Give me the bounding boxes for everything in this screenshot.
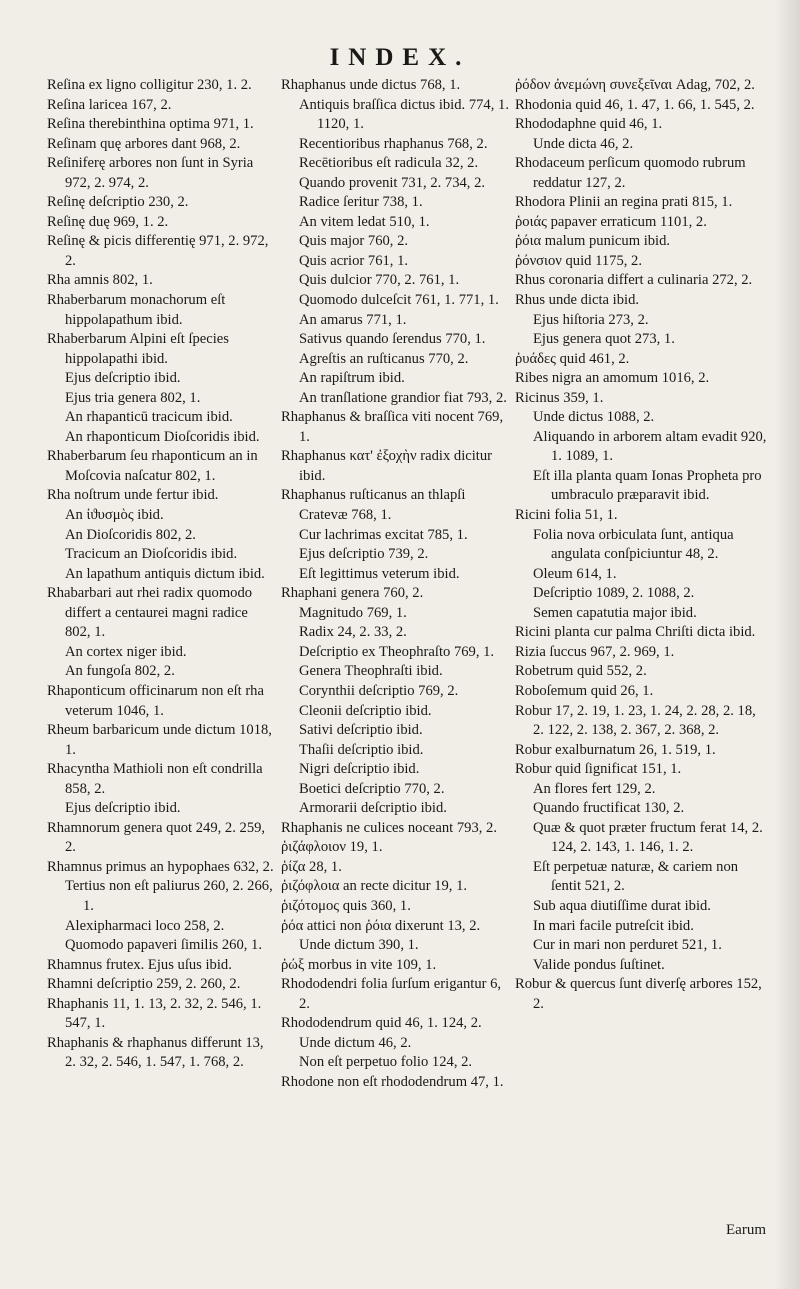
index-entry: Cur lachrimas excitat 785, 1. (299, 526, 468, 543)
index-entry: Rhaberbarum Alpini eſt ſpecies hippolapathi ibid. (47, 331, 229, 367)
index-entry: Unde dicta 46, 2. (533, 135, 634, 152)
index-entry: Rhamnorum genera quot 249, 2. 259, 2. (47, 819, 266, 856)
catchword: Earum (726, 1222, 766, 1238)
index-entry: An cortex niger ibid. (65, 643, 187, 660)
index-entry: Rhaphanus ruſticanus an thlapſi Cratevæ 768, 1. (281, 487, 466, 524)
index-entry: Sub aqua diutiſſime durat ibid. (533, 897, 711, 914)
index-entry: Rhaphanus & braſſica viti nocent 769, 1. (281, 409, 504, 445)
index-entry: Agreſtis an ruſticanus 770, 2. (299, 350, 469, 367)
index-entry: Cur in mari non perduret 521, 1. (533, 937, 722, 954)
index-entry: Antiquis braſſica dictus ibid. 774, 1. 1120, 1. (299, 96, 509, 133)
index-entry: Rhaberbarum ſeu rhaponticum an in Moſcovia naſcatur 802, 1. (47, 448, 258, 484)
index-entry: ῥίζα 28, 1. (281, 858, 342, 875)
index-entry: Unde dictus 1088, 2. (533, 409, 655, 426)
index-entry: Ejus deſcriptio ibid. (65, 370, 181, 387)
index-entry: Quando provenit 731, 2. 734, 2. (299, 174, 486, 191)
index-columns (47, 76, 767, 1256)
index-entry: ῥόια malum punicum ibid. (515, 233, 671, 250)
index-entry: Corynthii deſcriptio 769, 2. (299, 682, 459, 699)
index-entry: Rhododendrum quid 46, 1. 124, 2. (281, 1015, 482, 1032)
index-entry: Robetrum quid 552, 2. (515, 663, 647, 680)
index-entry: Recentioribus rhaphanus 768, 2. (299, 135, 488, 152)
index-entry: Boetici deſcriptio 770, 2. (299, 780, 445, 797)
index-entry: ῥιζάφλοιον 19, 1. (281, 839, 383, 856)
index-entry: Reſina laricea 167, 2. (47, 96, 172, 113)
index-entry: ῥιζόφλοια an recte dicitur 19, 1. (281, 878, 468, 895)
index-entry: Reſiniferę arbores non ſunt in Syria 972, 2. 974, 2. (47, 155, 254, 191)
index-entry: Reſinę duę 969, 1. 2. (47, 213, 169, 230)
index-entry: Reſina therebinthina optima 971, 1. (47, 116, 254, 133)
index-entry: Radice ſeritur 738, 1. (299, 194, 423, 211)
index-entry: Rizia ſuccus 967, 2. 969, 1. (515, 643, 675, 660)
index-entry: ῥόνσιον quid 1175, 2. (515, 252, 642, 269)
index-entry: An flores fert 129, 2. (533, 780, 656, 797)
index-entry: Rhodora Plinii an regina prati 815, 1. (515, 194, 733, 211)
index-entry: Unde dictum 390, 1. (299, 937, 419, 954)
index-entry: Rhaphanus unde dictus 768, 1. (281, 77, 461, 93)
index-entry: Unde dictum 46, 2. (299, 1034, 412, 1051)
index-entry: Nigri deſcriptio ibid. (299, 761, 420, 778)
index-entry: Non eſt perpetuo folio 124, 2. (299, 1054, 473, 1071)
index-entry: ῥόα attici non ῥόια dixerunt 13, 2. (281, 917, 481, 934)
index-entry: Rhaponticum officinarum non eſt rha veterum 1046, 1. (47, 682, 264, 719)
index-column-3 (515, 76, 767, 1256)
index-entry: Rhus coronaria differt a culinaria 272, 2. (515, 272, 753, 289)
index-entry: Ejus genera quot 273, 1. (533, 331, 675, 348)
index-entry: Roboſemum quid 26, 1. (515, 682, 654, 699)
index-entry: Reſinam quę arbores dant 968, 2. (47, 135, 241, 152)
index-entry: Robur quid ſignificat 151, 1. (515, 761, 682, 778)
index-entry: Eſt legittimus veterum ibid. (299, 565, 460, 582)
index-entry: Aliquando in arborem altam evadit 920, 1. 1089, 1. (533, 428, 767, 465)
index-column-1 (47, 76, 275, 1256)
index-entry: Robur exalburnatum 26, 1. 519, 1. (515, 741, 716, 758)
index-entry: Rhododaphne quid 46, 1. (515, 116, 663, 133)
index-entry: An Dioſcoridis 802, 2. (65, 526, 196, 543)
index-entry: Quæ & quot præter fructum ferat 14, 2. 124, 2. 143, 1. 146, 1. 2. (533, 819, 763, 856)
index-entry: Folia nova orbiculata ſunt, antiqua angulata conſpiciuntur 48, 2. (533, 526, 734, 563)
index-entry: Ejus deſcriptio 739, 2. (299, 546, 429, 563)
index-entry: Rhaphanis 11, 1. 13, 2. 32, 2. 546, 1. 547, 1. (47, 995, 262, 1032)
index-entry: Recētioribus eſt radicula 32, 2. (299, 155, 479, 172)
index-entry: Radix 24, 2. 33, 2. (299, 624, 407, 641)
index-entry: Quomodo papaveri ſimilis 260, 1. (65, 937, 262, 954)
index-entry: Ribes nigra an amomum 1016, 2. (515, 370, 710, 387)
index-entry: Reſinę deſcriptio 230, 2. (47, 194, 189, 211)
index-entry: An amarus 771, 1. (299, 311, 407, 328)
index-entry: Rhaphanis ne culices noceant 793, 2. (281, 819, 498, 836)
index-entry: Semen capatutia major ibid. (533, 604, 697, 621)
index-entry: An lapathum antiquis dictum ibid. (65, 565, 265, 582)
index-entry: Rhabarbari aut rhei radix quomodo differt a centaurei magni radice 802, 1. (47, 585, 253, 641)
index-entry: An fungoſa 802, 2. (65, 663, 175, 680)
index-entry: Cleonii deſcriptio ibid. (299, 702, 432, 719)
index-entry: ῥοιάς papaver erraticum 1101, 2. (515, 213, 707, 230)
index-entry: Deſcriptio ex Theophraſto 769, 1. (299, 643, 495, 660)
index-entry: Rhacyntha Mathioli non eſt condrilla 858, 2. (47, 761, 263, 797)
index-entry: Sativus quando ſerendus 770, 1. (299, 331, 486, 348)
index-entry: ῥιζότομος quis 360, 1. (281, 897, 411, 914)
index-entry: Reſina ex ligno colligitur 230, 1. 2. (47, 77, 252, 93)
index-entry: Robur 17, 2. 19, 1. 23, 1. 24, 2. 28, 2. 18, 2. 122, 2. 138, 2. 367, 2. 368, 2. (515, 702, 756, 739)
index-entry: ῥυάδες quid 461, 2. (515, 350, 630, 367)
index-entry: Rhamni deſcriptio 259, 2. 260, 2. (47, 976, 241, 993)
index-entry: Quomodo dulceſcit 761, 1. 771, 1. (299, 292, 499, 309)
index-entry: Rhodonia quid 46, 1. 47, 1. 66, 1. 545, 2. (515, 96, 755, 113)
index-entry: Rheum barbaricum unde dictum 1018, 1. (47, 722, 272, 758)
index-entry: Genera Theophraſti ibid. (299, 663, 443, 680)
index-entry: Rhaberbarum monachorum eſt hippolapathum ibid. (47, 292, 226, 328)
index-entry: Quis acrior 761, 1. (299, 252, 409, 269)
index-entry: Rha amnis 802, 1. (47, 272, 153, 289)
index-entry: Eſt illa planta quam Ionas Propheta pro umbraculo præparavit ibid. (533, 467, 762, 504)
index-entry: An vitem ledat 510, 1. (299, 213, 430, 230)
index-entry: Rhamnus primus an hypophaes 632, 2. (47, 858, 274, 875)
index-entry: ῥώξ morbus in vite 109, 1. (281, 956, 437, 973)
index-entry: Thaſii deſcriptio ibid. (299, 741, 424, 758)
index-entry: Rhododendri folia ſurſum erigantur 6, 2. (281, 976, 502, 1012)
index-entry: Rhodone non eſt rhododendrum 47, 1. (281, 1073, 504, 1090)
index-entry: Quis major 760, 2. (299, 233, 409, 250)
index-entry: ῥόδον ἀνεμώνη συνεξεῖναι Adag, 702, 2. (515, 77, 755, 93)
index-entry: Reſinę & picis differentię 971, 2. 972, 2. (47, 233, 269, 269)
index-entry: Rhaphanis & rhaphanus differunt 13, 2. 32, 2. 546, 1. 547, 1. 768, 2. (47, 1034, 264, 1071)
index-entry: Oleum 614, 1. (533, 565, 617, 582)
index-entry: Rhaphanus κατ' ἐξοχὴν radix dicitur ibid. (281, 448, 492, 484)
index-entry: Magnitudo 769, 1. (299, 604, 407, 621)
index-entry: Rhus unde dicta ibid. (515, 292, 640, 309)
index-entry: Rhaphani genera 760, 2. (281, 585, 424, 602)
index-entry: Armorarii deſcriptio ibid. (299, 800, 447, 817)
index-entry: Alexipharmaci loco 258, 2. (65, 917, 225, 934)
index-entry: An ἰϑυσμὸς ibid. (65, 507, 164, 524)
index-entry: Ejus hiſtoria 273, 2. (533, 311, 649, 328)
index-entry: Ricini folia 51, 1. (515, 507, 618, 524)
index-entry: Deſcriptio 1089, 2. 1088, 2. (533, 585, 695, 602)
index-entry: Valide pondus ſuſtinet. (533, 956, 665, 973)
index-entry: An rhaponticum Dioſcoridis ibid. (65, 428, 260, 445)
index-entry: Eſt perpetuæ naturæ, & cariem non ſentit 521, 2. (533, 858, 739, 895)
index-entry: Ricini planta cur palma Chriſti dicta ibid. (515, 624, 756, 641)
index-entry: Ejus deſcriptio ibid. (65, 800, 181, 817)
page-title: INDEX. (329, 44, 471, 71)
index-entry: In mari facile putreſcit ibid. (533, 917, 694, 934)
index-entry: Quis dulcior 770, 2. 761, 1. (299, 272, 460, 289)
index-entry: Robur & quercus ſunt diverſę arbores 152, 2. (515, 976, 762, 1012)
index-entry: Sativi deſcriptio ibid. (299, 722, 423, 739)
index-entry: Ejus tria genera 802, 1. (65, 389, 201, 406)
index-entry: An tranſlatione grandior fiat 793, 2. (299, 389, 507, 406)
page-edge-shadow (774, 0, 800, 1289)
index-entry: An rapiſtrum ibid. (299, 370, 405, 387)
index-entry: An rhapanticū tracicum ibid. (65, 409, 233, 426)
index-entry: Tracicum an Dioſcoridis ibid. (65, 546, 238, 563)
index-entry: Ricinus 359, 1. (515, 389, 604, 406)
index-entry: Rha noſtrum unde fertur ibid. (47, 487, 219, 504)
index-entry: Rhodaceum perſicum quomodo rubrum reddatur 127, 2. (515, 155, 746, 191)
index-entry: Quando fructificat 130, 2. (533, 800, 685, 817)
index-entry: Tertius non eſt paliurus 260, 2. 266, 1. (65, 878, 273, 914)
index-column-2 (281, 76, 509, 1256)
index-entry: Rhamnus frutex. Ejus uſus ibid. (47, 956, 232, 973)
